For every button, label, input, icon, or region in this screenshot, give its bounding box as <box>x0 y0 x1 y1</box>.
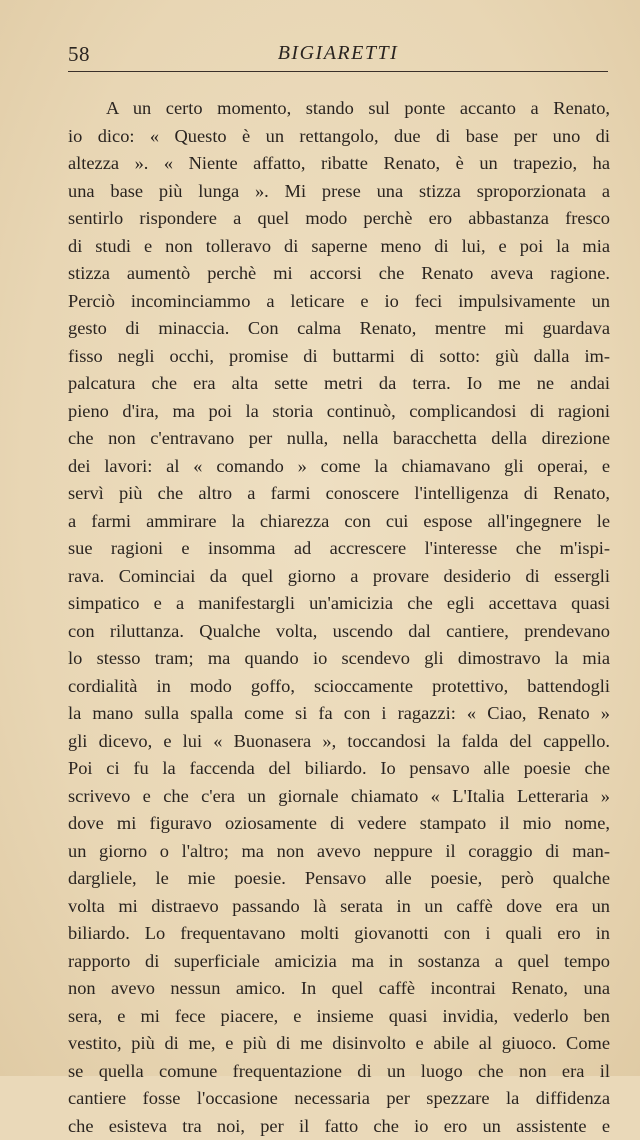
text-line: vestito, più di me, e più di me disinvolto e abile al giuoco. Come <box>68 1030 610 1058</box>
text-line: un giorno o l'altro; ma non avevo neppure il coraggio di man- <box>68 838 610 866</box>
text-line: sentirlo rispondere a quel modo perchè ero abbastanza fresco <box>68 205 610 233</box>
text-line: gli dicevo, e lui « Buonasera », toccandosi la falda del cappello. <box>68 728 610 756</box>
text-line: scrivevo e che c'era un giornale chiamato « L'Italia Letteraria » <box>68 783 610 811</box>
text-line: sera, e mi fece piacere, e insieme quasi invidia, vederlo ben <box>68 1003 610 1031</box>
text-line: non avevo nessun amico. In quel caffè incontrai Renato, una <box>68 975 610 1003</box>
text-line: a farmi ammirare la chiarezza con cui espose all'ingegnere le <box>68 508 610 536</box>
text-line: che esisteva tra noi, per il fatto che io ero un assistente e <box>68 1113 610 1140</box>
text-line: dargliele, le mie poesie. Pensavo alle poesie, però qualche <box>68 865 610 893</box>
text-line: che non c'entravano per nulla, nella baracchetta della direzione <box>68 425 610 453</box>
page-header <box>68 38 608 68</box>
text-line: di studi e non tolleravo di saperne meno di lui, e poi la mia <box>68 233 610 261</box>
text-line: servì più che altro a farmi conoscere l'intelligenza di Renato, <box>68 480 610 508</box>
text-line: io dico: « Questo è un rettangolo, due di base per uno di <box>68 123 610 151</box>
text-line: altezza ». « Niente affatto, ribatte Renato, è un trapezio, ha <box>68 150 610 178</box>
text-line: volta mi distraevo passando là serata in un caffè dove era un <box>68 893 610 921</box>
header-rule <box>68 71 608 72</box>
text-line: simpatico e a manifestargli un'amicizia che egli accettava quasi <box>68 590 610 618</box>
text-line: gesto di minaccia. Con calma Renato, mentre mi guardava <box>68 315 610 343</box>
text-line: pieno d'ira, ma poi la storia continuò, complicandosi di ragioni <box>68 398 610 426</box>
text-line: biliardo. Lo frequentavano molti giovanotti con i quali ero in <box>68 920 610 948</box>
text-line: A un certo momento, stando sul ponte accanto a Renato, <box>68 95 610 123</box>
text-line: una base più lunga ». Mi prese una stizza sproporzionata a <box>68 178 610 206</box>
text-line: Perciò incominciammo a leticare e io feci impulsivamente un <box>68 288 610 316</box>
page-number: 58 <box>68 42 90 67</box>
text-line: palcatura che era alta sette metri da terra. Io me ne andai <box>68 370 610 398</box>
text-line: dove mi figuravo oziosamente di vedere stampato il mio nome, <box>68 810 610 838</box>
text-line: rapporto di superficiale amicizia ma in sostanza a quel tempo <box>68 948 610 976</box>
text-line: la mano sulla spalla come si fa con i ragazzi: « Ciao, Renato » <box>68 700 610 728</box>
text-line: cantiere fosse l'occasione necessaria per spezzare la diffidenza <box>68 1085 610 1113</box>
body-text <box>68 95 610 1140</box>
text-line: con riluttanza. Qualche volta, uscendo dal cantiere, prendevano <box>68 618 610 646</box>
text-line: se quella comune frequentazione di un luogo che non era il <box>68 1058 610 1086</box>
text-line: lo stesso tram; ma quando io scendevo gli dimostravo la mia <box>68 645 610 673</box>
text-line: cordialità in modo goffo, scioccamente protettivo, battendogli <box>68 673 610 701</box>
text-line: stizza aumentò perchè mi accorsi che Renato aveva ragione. <box>68 260 610 288</box>
text-line: Poi ci fu la faccenda del biliardo. Io pensavo alle poesie che <box>68 755 610 783</box>
text-line: sue ragioni e insomma ad accrescere l'interesse che m'ispi- <box>68 535 610 563</box>
text-line: dei lavori: al « comando » come la chiamavano gli operai, e <box>68 453 610 481</box>
running-title: BIGIARETTI <box>68 42 608 65</box>
text-line: fisso negli occhi, promise di buttarmi di sotto: giù dalla im- <box>68 343 610 371</box>
text-line: rava. Cominciai da quel giorno a provare desiderio di essergli <box>68 563 610 591</box>
